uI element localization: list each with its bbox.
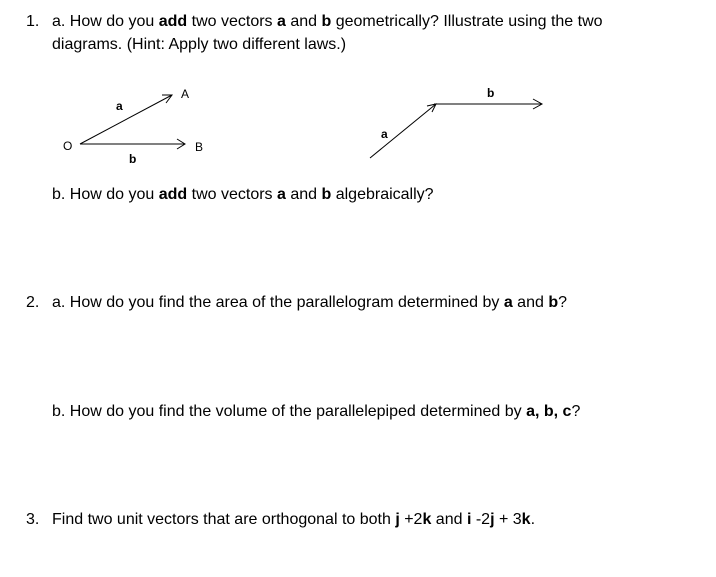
- q1a-text: a. How do you add two vectors a and b geometrically? Illustrate using the two: [52, 13, 603, 30]
- left-b-label: b: [129, 152, 137, 166]
- q1a-text-line2: diagrams. (Hint: Apply two different laws.): [52, 36, 347, 53]
- right-b-label: b: [487, 86, 495, 100]
- right-diagram: [370, 86, 542, 158]
- left-A-label: A: [181, 87, 190, 101]
- q1-number: 1.: [26, 13, 40, 30]
- left-a-label: a: [116, 99, 123, 113]
- left-vector-a: [80, 95, 172, 144]
- left-origin-label: O: [63, 139, 73, 153]
- q2b-text: b. How do you find the volume of the parallelepiped determined by a, b, c?: [52, 403, 581, 420]
- right-vector-a: [370, 104, 436, 158]
- left-B-label: B: [195, 140, 204, 154]
- q3-text: Find two unit vectors that are orthogonal to both j +2k and i -2j + 3k.: [52, 511, 536, 528]
- q1b-text: b. How do you add two vectors a and b algebraically?: [52, 186, 434, 203]
- q2-number: 2.: [26, 294, 40, 311]
- right-a-label: a: [381, 127, 388, 141]
- q2a-text: a. How do you find the area of the parallelogram determined by a and b?: [52, 294, 568, 311]
- q3-number: 3.: [26, 511, 40, 528]
- left-diagram: [63, 87, 203, 166]
